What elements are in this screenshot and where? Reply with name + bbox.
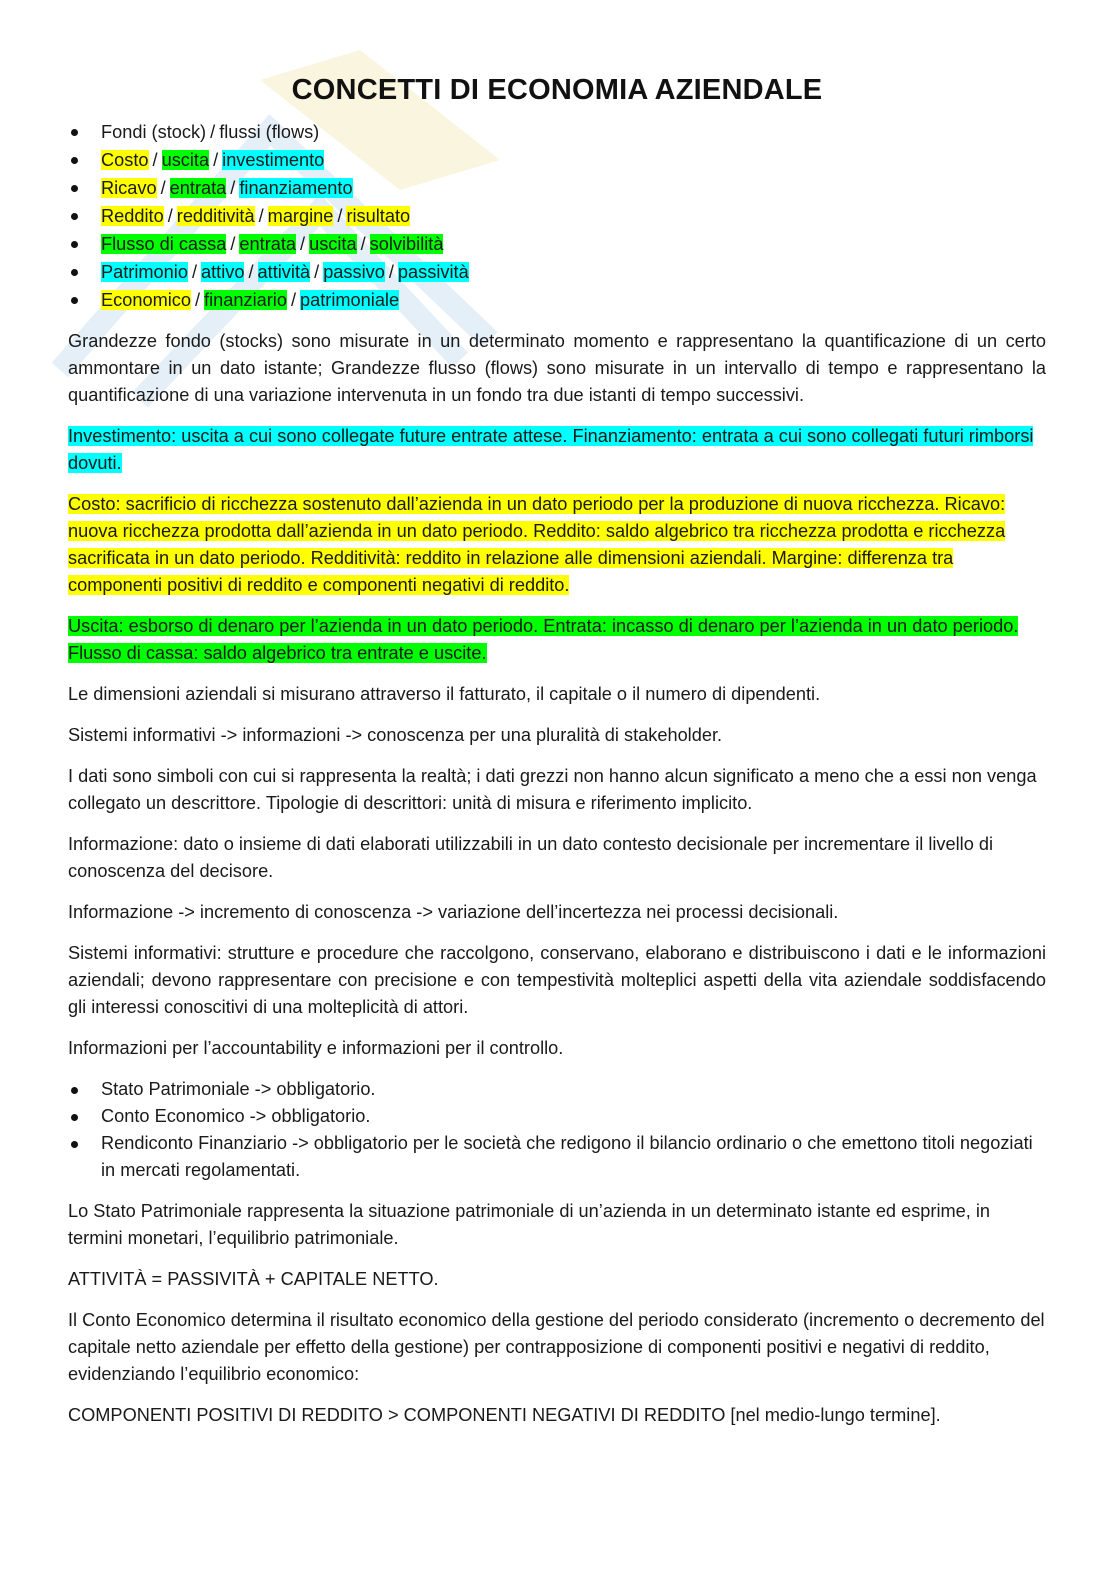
separator: / [388, 262, 394, 282]
separator: / [160, 178, 166, 198]
term-list-item [68, 230, 1046, 258]
term: finanziamento [239, 178, 353, 198]
separator: / [360, 234, 366, 254]
term: passività [397, 262, 469, 282]
paragraph-sistemi-flow: Sistemi informativi -> informazioni -> conoscenza per una pluralità di stakeholder. [68, 725, 723, 745]
separator: / [248, 262, 254, 282]
list-item: Stato Patrimoniale -> obbligatorio. [68, 1076, 1046, 1103]
document-title: CONCETTI DI ECONOMIA AZIENDALE [291, 74, 823, 106]
term-list-item [68, 118, 1046, 146]
paragraph-costo [68, 491, 1046, 599]
separator: / [337, 206, 343, 226]
separator: / [152, 150, 158, 170]
paragraph-informazione: Informazione: dato o insieme di dati elaborati utilizzabili in un dato contesto decisionale per incrementare il livello di conoscenza del decisore. [68, 834, 994, 881]
term: uscita [309, 234, 357, 254]
paragraph-equazione: ATTIVITÀ = PASSIVITÀ + CAPITALE NETTO. [68, 1269, 439, 1289]
separator: / [230, 178, 236, 198]
term: uscita [161, 150, 210, 170]
paragraph-dimensioni: Le dimensioni aziendali si misurano attraverso il fatturato, il capitale o il numero di dipendenti. [68, 684, 821, 704]
list-item: Conto Economico -> obbligatorio. [68, 1103, 1046, 1130]
separator: / [191, 262, 197, 282]
separator: / [258, 206, 264, 226]
paragraph-conto-economico: Il Conto Economico determina il risultato economico della gestione del periodo considerato (incremento o decremento del capitale netto aziendale per effetto della gestione) per contrapposizione di componenti positivi e negativi di reddito, evidenziando l’equilibrio economico: [68, 1310, 1045, 1384]
term: Fondi (stock) [101, 122, 207, 142]
paragraph-investimento [68, 423, 1046, 477]
term: patrimoniale [300, 290, 400, 310]
separator: / [167, 206, 173, 226]
term: entrata [169, 178, 227, 198]
term: redditività [176, 206, 255, 226]
paragraph-accountability: Informazioni per l’accountability e informazioni per il controllo. [68, 1038, 564, 1058]
separator: / [230, 234, 236, 254]
term: attivo [201, 262, 245, 282]
list-item: Rendiconto Finanziario -> obbligatorio per le società che redigono il bilancio ordinario o che emettono titoli negoziati in mercati regolamentati. [68, 1130, 1046, 1184]
paragraph-componenti: COMPONENTI POSITIVI DI REDDITO > COMPONENTI NEGATIVI DI REDDITO [nel medio-lungo termine]. [68, 1405, 941, 1425]
term: margine [267, 206, 334, 226]
paragraph-informazione-flow: Informazione -> incremento di conoscenza -> variazione dell’incertezza nei processi decisionali. [68, 902, 839, 922]
term-list [68, 118, 1046, 314]
term: Economico [101, 290, 191, 310]
separator: / [314, 262, 320, 282]
term: attività [257, 262, 311, 282]
term-list-item [68, 202, 1046, 230]
separator: / [290, 290, 297, 310]
term: Costo [101, 150, 149, 170]
term: risultato [346, 206, 411, 226]
term: Flusso di cassa [101, 234, 227, 254]
highlight-cyan: Investimento: uscita a cui sono collegate future entrate attese. Finanziamento: entrata a cui sono collegati futuri rimborsi dovuti. [68, 426, 1034, 473]
term-list-item [68, 286, 1046, 314]
term: Ricavo [101, 178, 157, 198]
term: finanziario [204, 290, 287, 310]
term-list-item [68, 174, 1046, 202]
term: entrata [239, 234, 297, 254]
separator: / [194, 290, 201, 310]
term: Reddito [101, 206, 164, 226]
term-list-item [68, 258, 1046, 286]
paragraph-dati: I dati sono simboli con cui si rappresenta la realtà; i dati grezzi non hanno alcun significato a meno che a essi non venga collegato un descrittore. Tipologie di descrittori: unità di misura e riferimento implicito. [68, 766, 1037, 813]
term: investimento [222, 150, 325, 170]
highlight-green: Uscita: esborso di denaro per l’azienda in un dato periodo. Entrata: incasso di denaro per l’azienda in un dato periodo. Flusso di cassa: saldo algebrico tra entrate e uscite. [68, 616, 1019, 663]
term: passivo [323, 262, 385, 282]
statements-list [68, 1076, 1046, 1184]
term-list-item [68, 146, 1046, 174]
separator: / [213, 150, 219, 170]
paragraph-sistemi-def: Sistemi informativi: strutture e procedure che raccolgono, conservano, elaborano e distribuiscono i dati e le informazioni aziendali; devono rappresentare con precisione e con tempestività molteplici aspetti della vita aziendale soddisfacendo gli interessi conoscitivi di una molteplicità di attori. [68, 943, 1046, 1017]
paragraph-fondo-flusso: Grandezze fondo (stocks) sono misurate in un determinato momento e rappresentano la quantificazione di un certo ammontare in un dato istante; Grandezze flusso (flows) sono misurate in un intervallo di tempo e rappresentano la quantificazione di una variazione intervenuta in un fondo tra due istanti di tempo successivi. [68, 331, 1046, 405]
separator: / [300, 234, 306, 254]
paragraph-stato-patrimoniale: Lo Stato Patrimoniale rappresenta la situazione patrimoniale di un’azienda in un determinato istante ed esprime, in termini monetari, l’equilibrio patrimoniale. [68, 1201, 991, 1248]
paragraph-uscita [68, 613, 1046, 667]
term: solvibilità [369, 234, 444, 254]
term: Patrimonio [101, 262, 188, 282]
separator: / [210, 122, 216, 142]
term: flussi (flows) [219, 122, 320, 142]
highlight-yellow: Costo: sacrificio di ricchezza sostenuto dall’azienda in un dato periodo per la produzione di nuova ricchezza. Ricavo: nuova ricchezza prodotta dall’azienda in un dato periodo. Reddito: saldo algebrico tra ricchezza prodotta e ricchezza sacrificata in un dato periodo. Redditività: reddito in relazione alle dimensioni aziendali. Margine: differenza tra componenti positivi di reddito e componenti negativi di reddito. [68, 494, 1006, 595]
